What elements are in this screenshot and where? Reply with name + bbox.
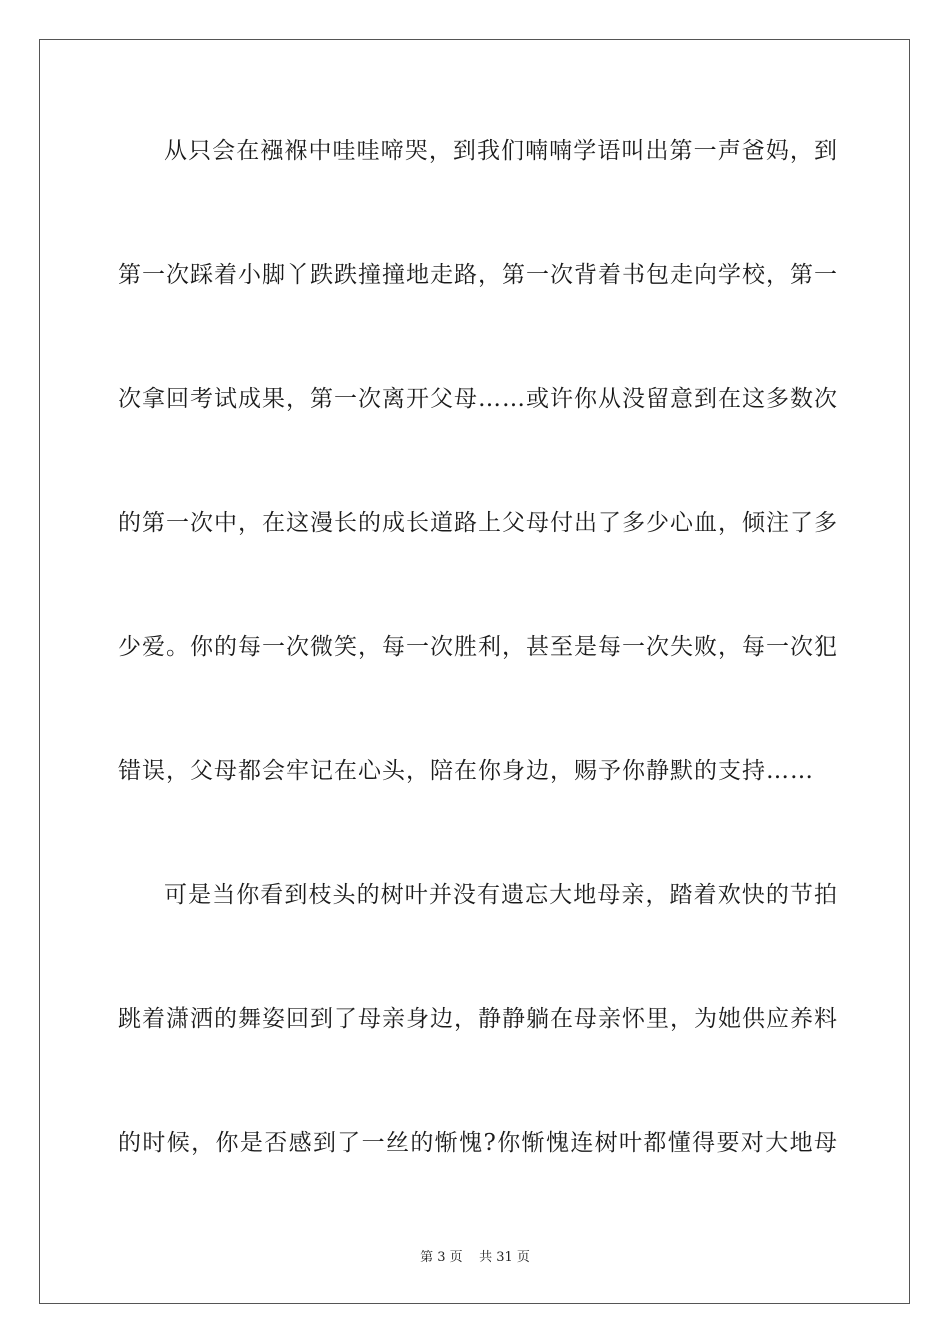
paragraph-line: 可是当你看到枝头的树叶并没有遗忘大地母亲，踏着欢快的节拍 — [164, 882, 838, 908]
paragraph-line: 从只会在襁褓中哇哇啼哭，到我们喃喃学语叫出第一声爸妈，到 — [164, 138, 838, 164]
page-border — [39, 39, 910, 1304]
page-number-footer: 第 3 页 共 31 页 — [420, 1250, 530, 1265]
paragraph-line: 少爱。你的每一次微笑，每一次胜利，甚至是每一次失败，每一次犯 — [118, 634, 838, 660]
paragraph-line: 跳着潇洒的舞姿回到了母亲身边，静静躺在母亲怀里，为她供应养料 — [118, 1006, 838, 1032]
paragraph-line: 次拿回考试成果，第一次离开父母……或许你从没留意到在这多数次 — [118, 386, 838, 412]
paragraph-line: 的时候，你是否感到了一丝的惭愧?你惭愧连树叶都懂得要对大地母 — [118, 1130, 838, 1156]
paragraph-line: 第一次踩着小脚丫跌跌撞撞地走路，第一次背着书包走向学校，第一 — [118, 262, 838, 288]
paragraph-line: 错误，父母都会牢记在心头，陪在你身边，赐予你静默的支持…… — [118, 758, 814, 784]
paragraph-line: 的第一次中，在这漫长的成长道路上父母付出了多少心血，倾注了多 — [118, 510, 838, 536]
